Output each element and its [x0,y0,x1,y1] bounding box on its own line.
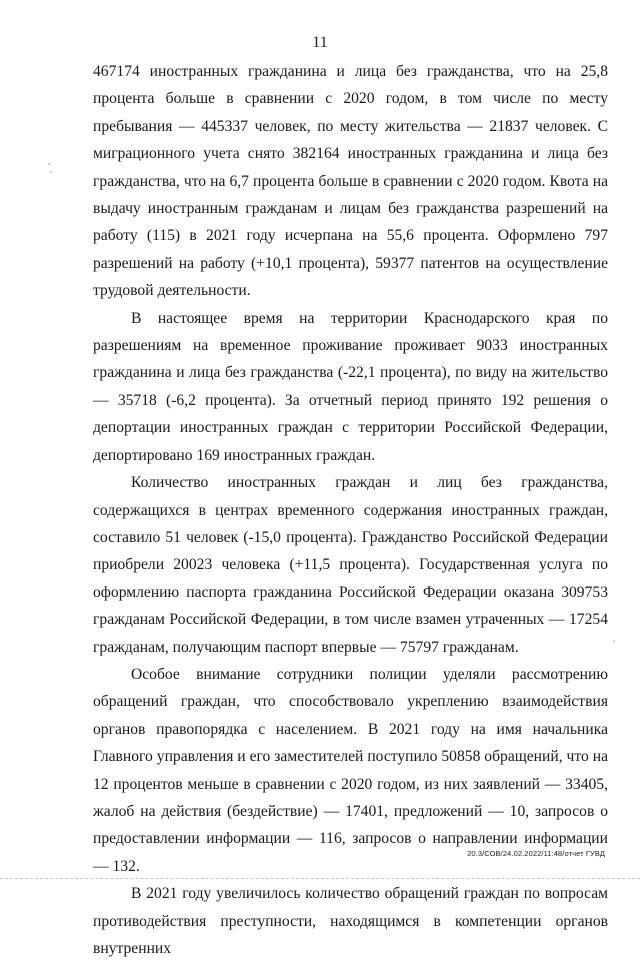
scan-edge-line [0,878,640,880]
paragraph-citizen-appeals: Особое внимание сотрудники полиции уделяли рассмотрению обращений граждан, что способствовало укреплению взаимодействия органов правопорядка с населением. В 2021 году на имя начальника Главного управления и его заместителей поступило 50858 обращений, что на 12 процентов меньше в сравнении с 2020 годом, из них заявлений — 33405, жалоб на действия (бездействие) — 17401, предложений — 10, запросов о предоставлении информации — 116, запросов о направлении информации — 132. [93,665,608,875]
scan-speck [48,163,50,165]
document-stamp: 20.3/СОВ/24.02.2022/11:48/отчет ГУВД [467,849,605,858]
paragraph-detention-citizenship: Количество иностранных граждан и лиц без гражданства, содержащихся в центрах временного содержания иностранных граждан, составило 51 человек (-15,0 процента). Гражданство Российской Федерации приобрели 20023 человека (+11,5 процента). Государственная услуга по оформлению паспорта гражданина Российской Федерации оказана 309753 гражданам Российской Федерации, в том числе взамен утраченных — 17254 гражданам, получающим паспорт впервые — 75797 гражданам. [93,474,608,656]
paragraph-crime-appeals: В 2021 году увеличилось количество обращений граждан по вопросам противодействия преступности, находящимся в компетенции органов внутренних [93,885,608,957]
paragraph-migration-registration: 467174 иностранных гражданина и лица без гражданства, что на 25,8 процента больше в сравнении с 2020 годом, в том числе по месту пребывания — 445337 человек, по месту жительства — 21837 человек. С миграционного учета снято 382164 иностранных гражданина и лица без гражданства, что на 6,7 процента больше в сравнении с 2020 годом. Квота на выдачу иностранным гражданам и лицам без гражданства разрешений на работу (115) в 2021 году исчерпана на 55,6 процента. Оформлено 797 разрешений на работу (+10,1 процента), 59377 патентов на осуществление трудовой деятельности. [93,63,608,300]
paragraph-temporary-residence: В настоящее время на территории Краснодарского края по разрешениям на временное проживание проживает 9033 иностранных гражданина и лица без гражданства (-22,1 процента), по виду на жительство — 35718 (-6,2 процента). За отчетный период принято 192 решения о депортации иностранных граждан с территории Российской Федерации, депортировано 169 иностранных граждан. [93,309,608,464]
scan-speck [613,640,615,642]
scan-speck [50,171,52,173]
body-text [93,58,608,962]
page-number: 11 [312,34,328,51]
